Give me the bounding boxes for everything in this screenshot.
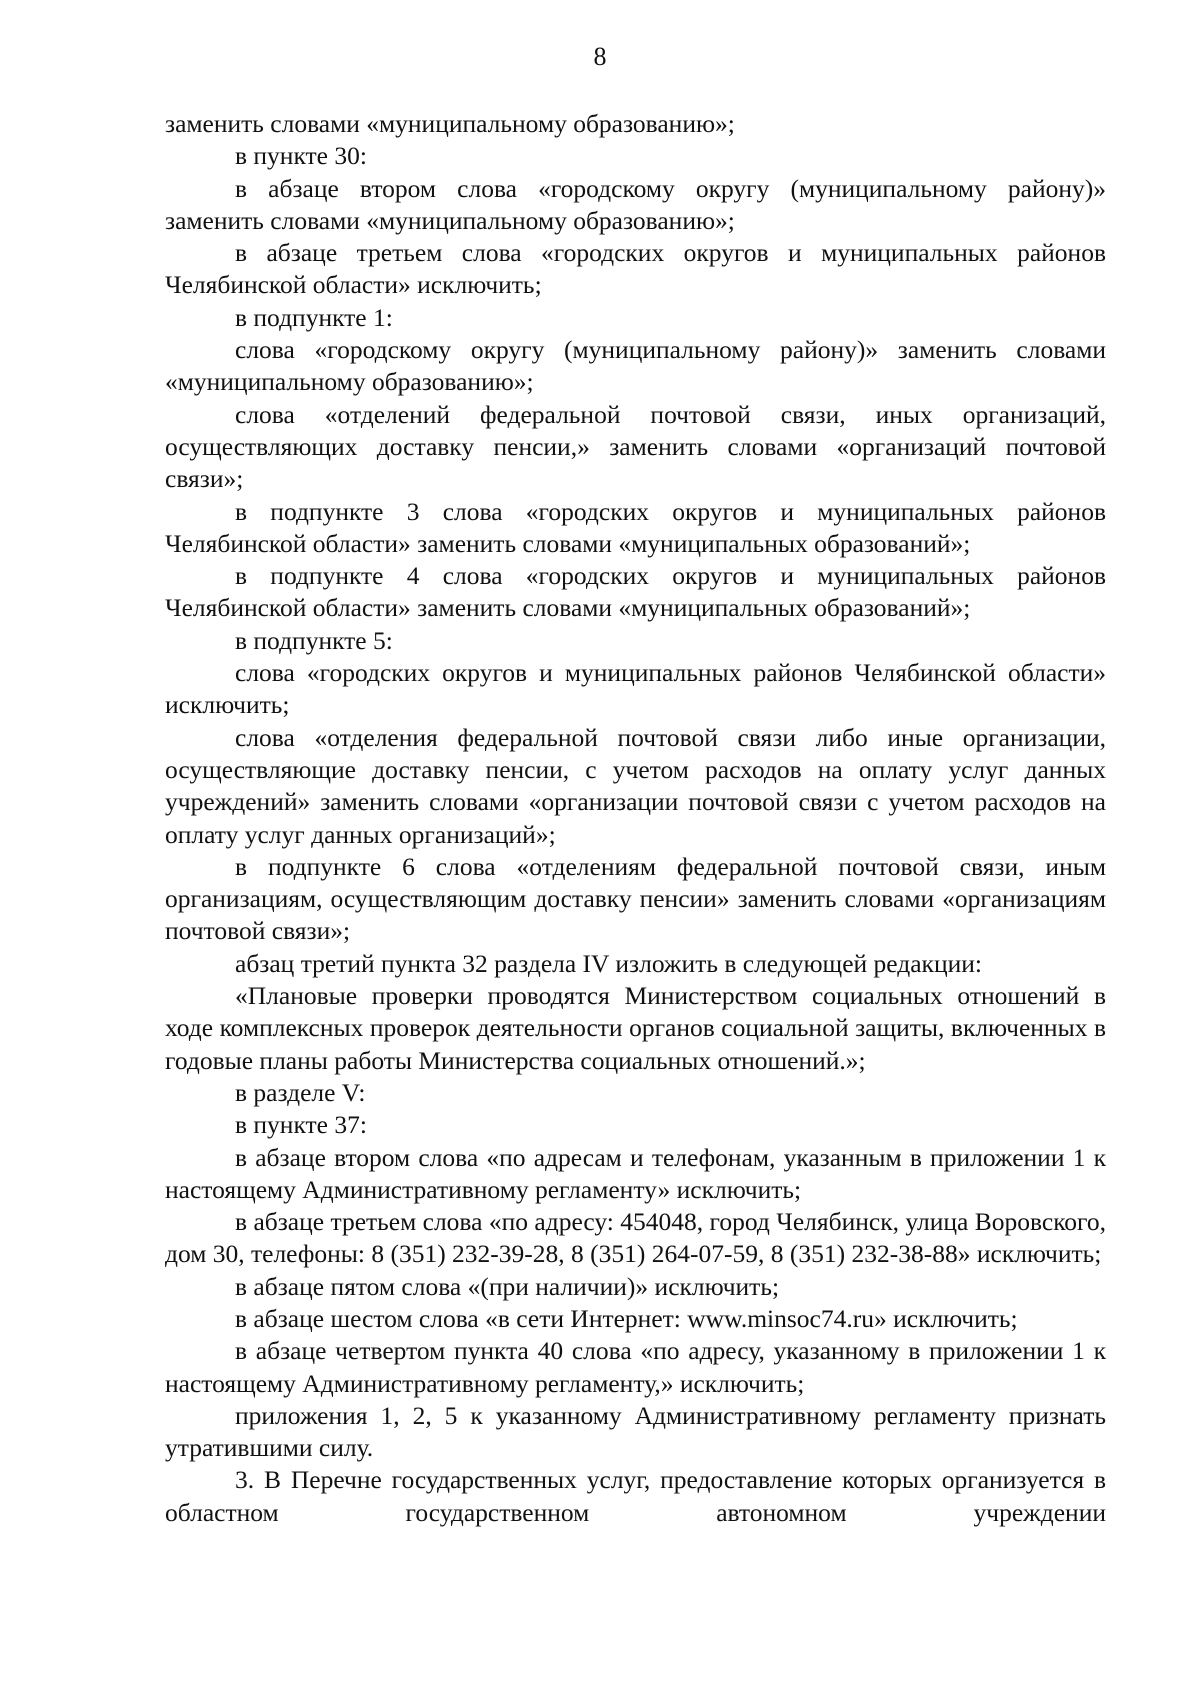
paragraph-19: в абзаце третьем слова «по адресу: 454048, город Челябинск, улица Воровского, дом 30, телефоны: 8 (351) 232-39-28, 8 (351) 264-07-59, 8 (351) 232-38-88» исключить; <box>165 1207 1106 1269</box>
paragraph-24: 3. В Перечне государственных услуг, предоставление которых организуется в областном государственном автономном учреждении <box>165 1465 1106 1527</box>
paragraph-16: в разделе V: <box>235 1077 366 1107</box>
paragraph-6: слова «городскому округу (муниципальному району)» заменить словами «муниципальному образованию»; <box>165 335 1106 397</box>
paragraph-8: в подпункте 3 слова «городских округов и муниципальных районов Челябинской области» заменить словами «муниципальных образований»; <box>165 496 1106 558</box>
paragraph-18: в абзаце втором слова «по адресам и телефонам, указанным в приложении 1 к настоящему Административному регламенту» исключить; <box>165 1142 1106 1204</box>
paragraph-7: слова «отделений федеральной почтовой связи, иных организаций, осуществляющих доставку пенсии,» заменить словами «организаций почтовой связи»; <box>165 399 1106 494</box>
paragraph-10: в подпункте 5: <box>235 625 393 655</box>
document-body <box>165 108 1106 1529</box>
paragraph-13: в подпункте 6 слова «отделениям федеральной почтовой связи, иным организациям, осуществляющим доставку пенсии» заменить словами «организациям почтовой связи»; <box>165 851 1106 946</box>
paragraph-9: в подпункте 4 слова «городских округов и муниципальных районов Челябинской области» заменить словами «муниципальных образований»; <box>165 561 1106 623</box>
paragraph-17: в пункте 37: <box>235 1110 367 1140</box>
paragraph-20: в абзаце пятом слова «(при наличии)» исключить; <box>235 1271 780 1301</box>
paragraph-12: слова «отделения федеральной почтовой связи либо иные организации, осуществляющие доставку пенсии, с учетом расходов на оплату услуг данных учреждений» заменить словами «организации почтовой связи с учетом расходов на оплату услуг данных организаций»; <box>165 722 1106 849</box>
paragraph-22: в абзаце четвертом пункта 40 слова «по адресу, указанному в приложении 1 к настоящему Административному регламенту,» исключить; <box>165 1336 1106 1398</box>
paragraph-4: в абзаце третьем слова «городских округов и муниципальных районов Челябинской области» исключить; <box>165 238 1106 300</box>
paragraph-5: в подпункте 1: <box>235 302 393 332</box>
paragraph-21: в абзаце шестом слова «в сети Интернет: www.minsoc74.ru» исключить; <box>235 1303 1018 1333</box>
paragraph-11: слова «городских округов и муниципальных районов Челябинской области» исключить; <box>165 658 1106 720</box>
paragraph-23: приложения 1, 2, 5 к указанному Административному регламенту признать утратившими силу. <box>165 1400 1106 1463</box>
paragraph-14: абзац третий пункта 32 раздела IV изложить в следующей редакции: <box>235 948 982 978</box>
paragraph-3: в абзаце втором слова «городскому округу (муниципальному району)» заменить словами «муниципальному образованию»; <box>165 173 1106 235</box>
paragraph-2: в пункте 30: <box>235 141 367 171</box>
page-number: 8 <box>593 42 607 71</box>
paragraph-15: «Плановые проверки проводятся Министерством социальных отношений в ходе комплексных проверок деятельности органов социальной защиты, включенных в годовые планы работы Министерства социальных отношений.»; <box>165 981 1106 1075</box>
paragraph-1: заменить словами «муниципальному образованию»; <box>165 109 735 138</box>
